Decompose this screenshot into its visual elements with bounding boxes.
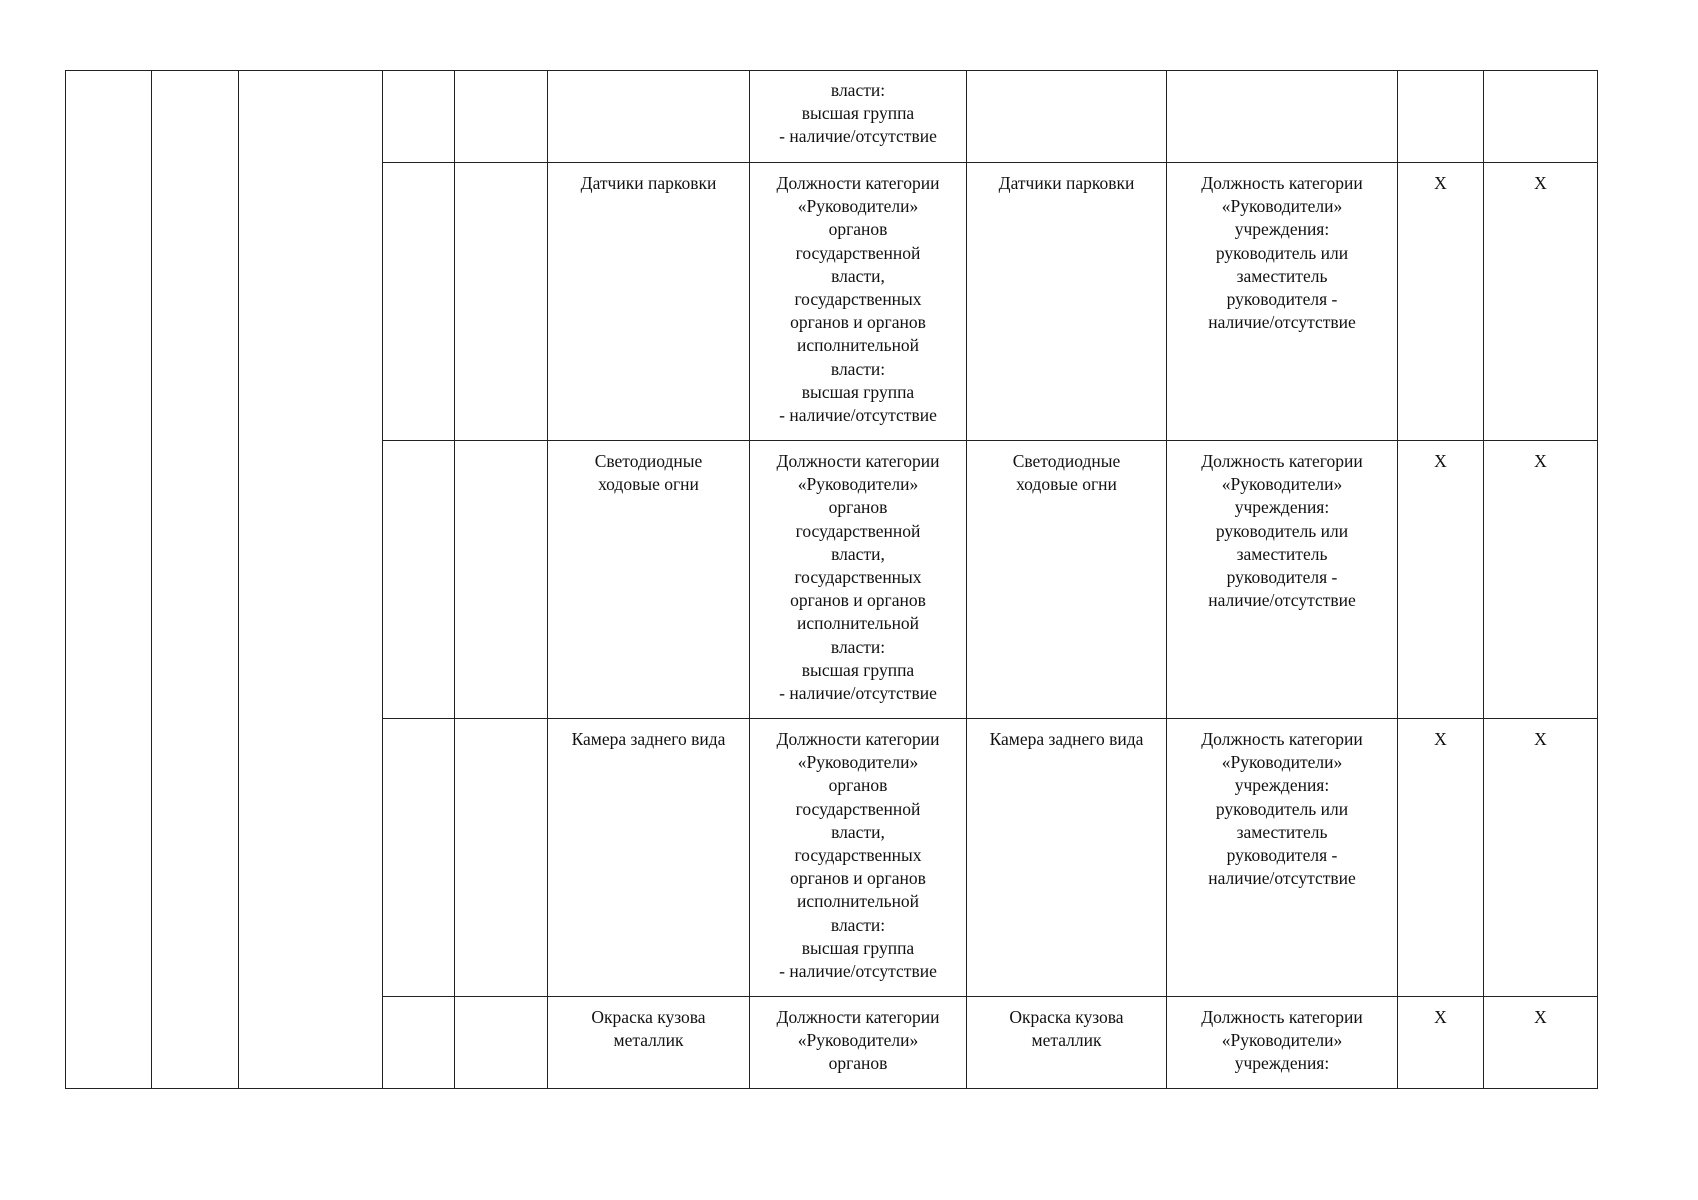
position-category-cell: [1167, 71, 1398, 163]
mark-cell: Х: [1398, 163, 1484, 441]
mark-cell: Х: [1484, 719, 1598, 997]
table-cell-col-4: [383, 71, 455, 163]
position-category-cell: Должность категории «Руководители» учреждения: руководитель или заместитель руководителя - наличие/отсутствие: [1167, 441, 1398, 719]
table-cell-col-1: [66, 71, 152, 1089]
mark-cell: [1484, 71, 1598, 163]
mark-cell: Х: [1398, 997, 1484, 1089]
position-category-cell: Должность категории «Руководители» учреждения:: [1167, 997, 1398, 1089]
requirements-table: [65, 70, 1598, 1089]
mark-cell: Х: [1484, 997, 1598, 1089]
option-name-cell: Светодиодные ходовые огни: [967, 441, 1167, 719]
table-cell-col-4: [383, 163, 455, 441]
table-cell-col-4: [383, 441, 455, 719]
position-category-cell: Должности категории «Руководители» органов государственной власти, государственных органов и органов исполнительной власти: высшая группа - наличие/отсутствие: [750, 719, 967, 997]
position-category-cell: Должности категории «Руководители» органов: [750, 997, 967, 1089]
option-name-cell: Датчики парковки: [548, 163, 750, 441]
position-category-cell: Должности категории «Руководители» органов государственной власти, государственных органов и органов исполнительной власти: высшая группа - наличие/отсутствие: [750, 163, 967, 441]
table-row: [66, 71, 1598, 163]
mark-cell: Х: [1484, 441, 1598, 719]
table-cell-col-3: [239, 71, 383, 1089]
table-cell-col-5: [455, 71, 548, 163]
mark-cell: [1398, 71, 1484, 163]
option-name-cell: Камера заднего вида: [967, 719, 1167, 997]
mark-cell: Х: [1398, 719, 1484, 997]
option-name-cell: [548, 71, 750, 163]
option-name-cell: Датчики парковки: [967, 163, 1167, 441]
table-cell-col-5: [455, 719, 548, 997]
option-name-cell: Окраска кузова металлик: [967, 997, 1167, 1089]
mark-cell: Х: [1398, 441, 1484, 719]
mark-cell: Х: [1484, 163, 1598, 441]
option-name-cell: [967, 71, 1167, 163]
table-cell-col-2: [152, 71, 239, 1089]
position-category-cell: Должность категории «Руководители» учреждения: руководитель или заместитель руководителя - наличие/отсутствие: [1167, 163, 1398, 441]
option-name-cell: Окраска кузова металлик: [548, 997, 750, 1089]
document-page: [65, 70, 1597, 1088]
option-name-cell: Светодиодные ходовые огни: [548, 441, 750, 719]
table-cell-col-5: [455, 163, 548, 441]
table-cell-col-4: [383, 719, 455, 997]
position-category-cell: Должности категории «Руководители» органов государственной власти, государственных органов и органов исполнительной власти: высшая группа - наличие/отсутствие: [750, 441, 967, 719]
table-cell-col-5: [455, 441, 548, 719]
position-category-cell: Должность категории «Руководители» учреждения: руководитель или заместитель руководителя - наличие/отсутствие: [1167, 719, 1398, 997]
table-cell-col-5: [455, 997, 548, 1089]
table-cell-col-4: [383, 997, 455, 1089]
position-category-cell: власти: высшая группа - наличие/отсутствие: [750, 71, 967, 163]
option-name-cell: Камера заднего вида: [548, 719, 750, 997]
